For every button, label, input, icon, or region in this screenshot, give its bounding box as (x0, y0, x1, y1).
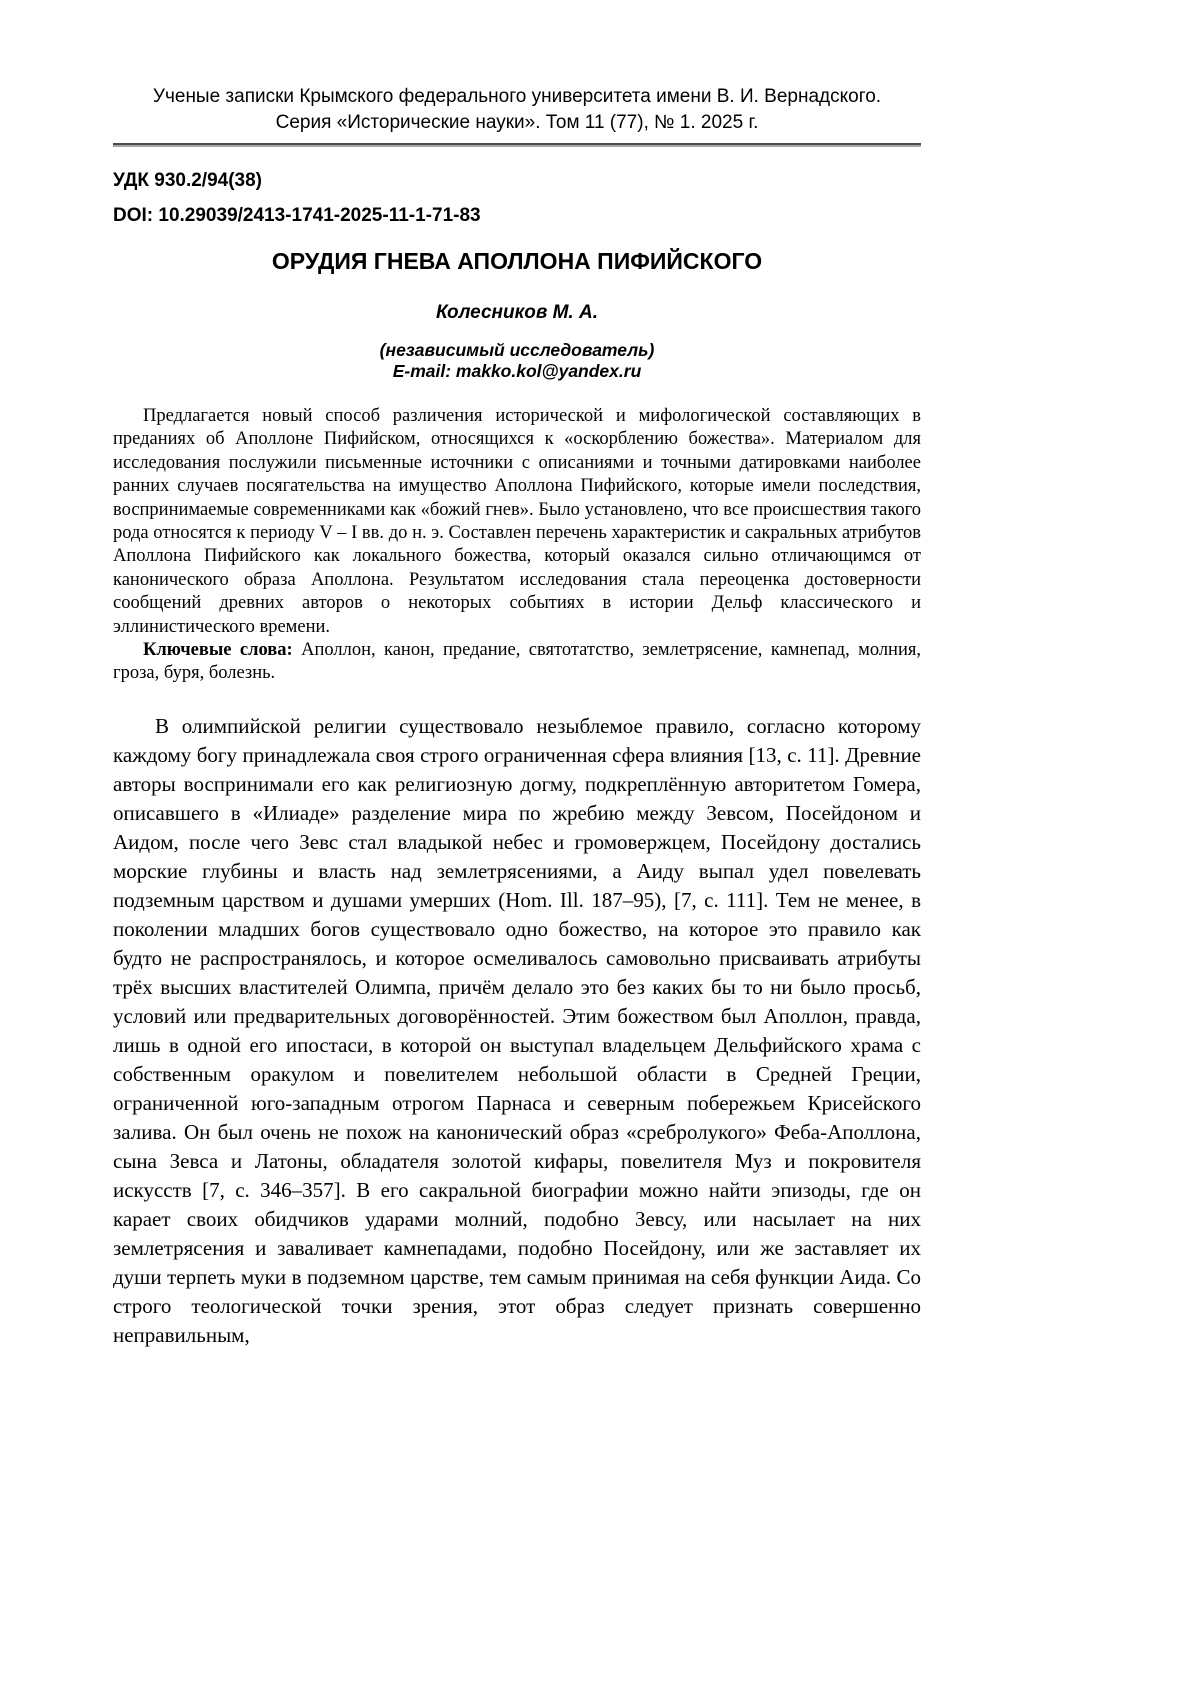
abstract-text: Предлагается новый способ различения исторической и мифологической составляющих в преданиях об Аполлоне Пифийском, относящихся к «оскорблению божества». Материалом для исследования послужили письменные источники с описаниями и точными датировками наиболее ранних случаев посягательства на имущество Аполлона Пифийского, которые имели последствия, воспринимаемые современниками как «божий гнев». Было установлено, что все происшествия такого рода относятся к периоду V – I вв. до н. э. Составлен перечень характеристик и сакральных атрибутов Аполлона Пифийского как локального божества, который оказался сильно отличающимся от канонического образа Аполлона. Результатом исследования стала переоценка достоверности сообщений древних авторов о некоторых событиях в истории Дельф классического и эллинистического времени. (113, 406, 921, 637)
journal-issue-line: Серия «Исторические науки». Том 11 (77), № 1. 2025 г. (275, 112, 759, 133)
author-name: Колесников М. А. (436, 302, 598, 323)
text-column (113, 0, 921, 1350)
keywords-list: Аполлон, канон, предание, святотатство, землетрясение, камнепад, молния, гроза, буря, болезнь. (113, 640, 921, 684)
keywords-line (113, 639, 921, 686)
affiliation: (независимый исследователь) (379, 340, 655, 360)
body-paragraph: В олимпийской религии существовало незыблемое правило, согласно которому каждому богу принадлежала своя строго ограниченная сфера влияния [13, с. 11]. Древние авторы воспринимали его как религиозную догму, подкреплённую авторитетом Гомера, описавшего в «Илиаде» разделение мира по жребию между Зевсом, Посейдоном и Аидом, после чего Зевс стал владыкой небес и громовержцем, Посейдону достались морские глубины и власть над землетрясениями, а Аиду выпал удел повелевать подземным царством и душами умерших (Hom. Ill. 187–95), [7, с. 111]. Тем не менее, в поколении младших богов существовало одно божество, на которое это правило как будто не распространялось, и которое осмеливалось самовольно присваивать атрибуты трёх высших властителей Олимпа, причём делало это без каких бы то ни было просьб, условий или предварительных договорённостей. Этим божеством был Аполлон, правда, лишь в одной его ипостаси, в которой он выступал владельцем Дельфийского храма с собственным оракулом и повелителем небольшой области в Средней Греции, ограниченной юго-западным отрогом Парнаса и северным побережьем Крисейского залива. Он был очень не похож на канонический образ «сребролукого» Феба-Аполлона, сына Зевса и Латоны, обладателя золотой кифары, повелителя Муз и покровителя искусств [7, с. 346–357]. В его сакральной биографии можно найти эпизоды, где он карает своих обидчиков ударами молний, подобно Зевсу, или насылает на них землетрясения и заваливает камнепадами, подобно Посейдону, или же заставляет их души терпеть муки в подземном царстве, тем самым принимая на себя функции Аида. Со строго теологической точки зрения, этот образ следует признать совершенно неправильным, (113, 713, 921, 1347)
abstract-section (113, 405, 921, 686)
author-email: E-mail: makko.kol@yandex.ru (392, 361, 642, 381)
journal-title-line: Ученые записки Крымского федерального университета имени В. И. Вернадского. (152, 86, 882, 107)
journal-header (113, 84, 921, 143)
article-title: ОРУДИЯ ГНЕВА АПОЛЛОНА ПИФИЙСКОГО (271, 248, 763, 274)
article-body (113, 712, 921, 1350)
affiliation-block (113, 340, 921, 382)
header-rule (113, 143, 921, 147)
keywords-label: Ключевые слова: (143, 640, 293, 661)
doi-code: DOI: 10.29039/2413-1741-2025-11-1-71-83 (113, 205, 481, 226)
udc-code: УДК 930.2/94(38) (113, 170, 263, 191)
